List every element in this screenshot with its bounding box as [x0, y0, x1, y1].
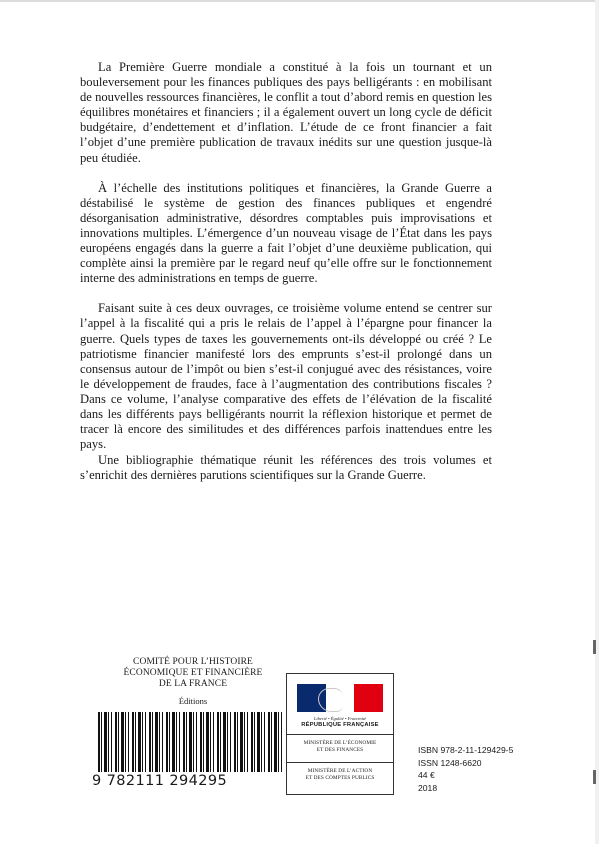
- top-edge: [0, 0, 599, 2]
- publisher-name-line-3: DE LA FRANCE: [158, 679, 228, 689]
- year: 2018: [418, 782, 438, 793]
- divider: [287, 762, 393, 763]
- republic-label: RÉPUBLIQUE FRANÇAISE: [301, 722, 379, 728]
- paragraph-2: À l’échelle des institutions politiques et financières, la Grande Guerre a déstabilisé le système de gestion des finances publiques et engendré désorganisation administrative, désordres comptables puis improvisations et innovations multiples. L’émergence d’un nouveau visage de l’État dans les pays européens engagés dans la guerre a fait l’objet d’une deuxième publication, qui complète ainsi la première par le regard neuf qu’elle offre sur le fonctionnement interne des administrations en temps de guerre.: [80, 180, 492, 286]
- republic-motto: Liberté • Égalité • Fraternité: [313, 716, 367, 721]
- ministry-logo-box: [286, 673, 394, 795]
- ministry-economy-line-1: MINISTÈRE DE L’ÉCONOMIE: [303, 740, 377, 746]
- marianne-logo: [297, 684, 383, 712]
- flag-white-band: [326, 684, 355, 712]
- flag-red-band: [354, 684, 383, 712]
- paragraph-3: Faisant suite à ces deux ouvrages, ce troisième volume entend se centrer sur l’appel à la fiscalité qui a pris le relais de l’appel à l’épargne pour financer la guerre. Quels types de taxes les gouvernements ont-ils développé ou créé ? Le patriotisme financier manifesté lors des emprunts s’est-il prolongé dans un consensus autour de l’impôt ou bien s’est-il conjugué avec des résistances, voire le développement de fraudes, face à l’augmentation des contributions fiscales ? Dans ce volume, l’analyse comparative des effets de l’élévation de la fiscalité dans les différents pays belligérants nourrit la réflexion historique et permet de tracer là encore des similitudes et des différences parfois inattendues entre les pays.: [80, 301, 492, 452]
- back-cover-text: [80, 60, 492, 498]
- ministry-economy: [287, 740, 393, 753]
- ministry-accounts-line-2: ET DES COMPTES PUBLICS: [305, 774, 375, 781]
- paragraph-1: La Première Guerre mondiale a constitué à la fois un tournant et un bouleversement pour les finances publiques des pays belligérants : en mobilisant de nouvelles ressources financières, le conflit a tout d’abord remis en question les équilibres monétaires et financiers ; il a également ouvert un long cycle de déficit budgétaire, d’endettement et d’inflation. L’étude de ce front financier a fait l’objet d’une première publication de travaux inédits sur une question jusque-là peu étudiée.: [80, 60, 492, 165]
- barcode: [92, 712, 284, 796]
- price: 44 €: [418, 770, 435, 780]
- isbn: ISBN 978-2-11-129429-5: [418, 745, 514, 755]
- publisher-editions: Éditions: [178, 696, 208, 706]
- ministry-public-accounts: [287, 768, 393, 781]
- edge-mark: [593, 770, 596, 784]
- paragraph-4: Une bibliographie thématique réunit les références des trois volumes et s’enrichit des dernières parutions scientifiques sur la Grande Guerre.: [80, 453, 492, 483]
- divider: [287, 734, 393, 735]
- publisher-name-line-1: COMITÉ POUR L’HISTOIRE: [133, 657, 253, 667]
- barcode-bars: [98, 712, 284, 774]
- publication-info: [418, 744, 513, 794]
- ministry-economy-line-2: ET DES FINANCES: [316, 746, 364, 753]
- ministry-accounts-line-1: MINISTÈRE DE L’ACTION: [307, 768, 373, 774]
- issn: ISSN 1248-6620: [418, 757, 482, 768]
- edge-mark: [593, 640, 596, 654]
- barcode-number: 9 782111 294295: [92, 772, 284, 790]
- publisher-block: [103, 657, 283, 707]
- publisher-name-line-2: ÉCONOMIQUE ET FINANCIÈRE: [123, 668, 263, 678]
- right-edge: [595, 0, 599, 844]
